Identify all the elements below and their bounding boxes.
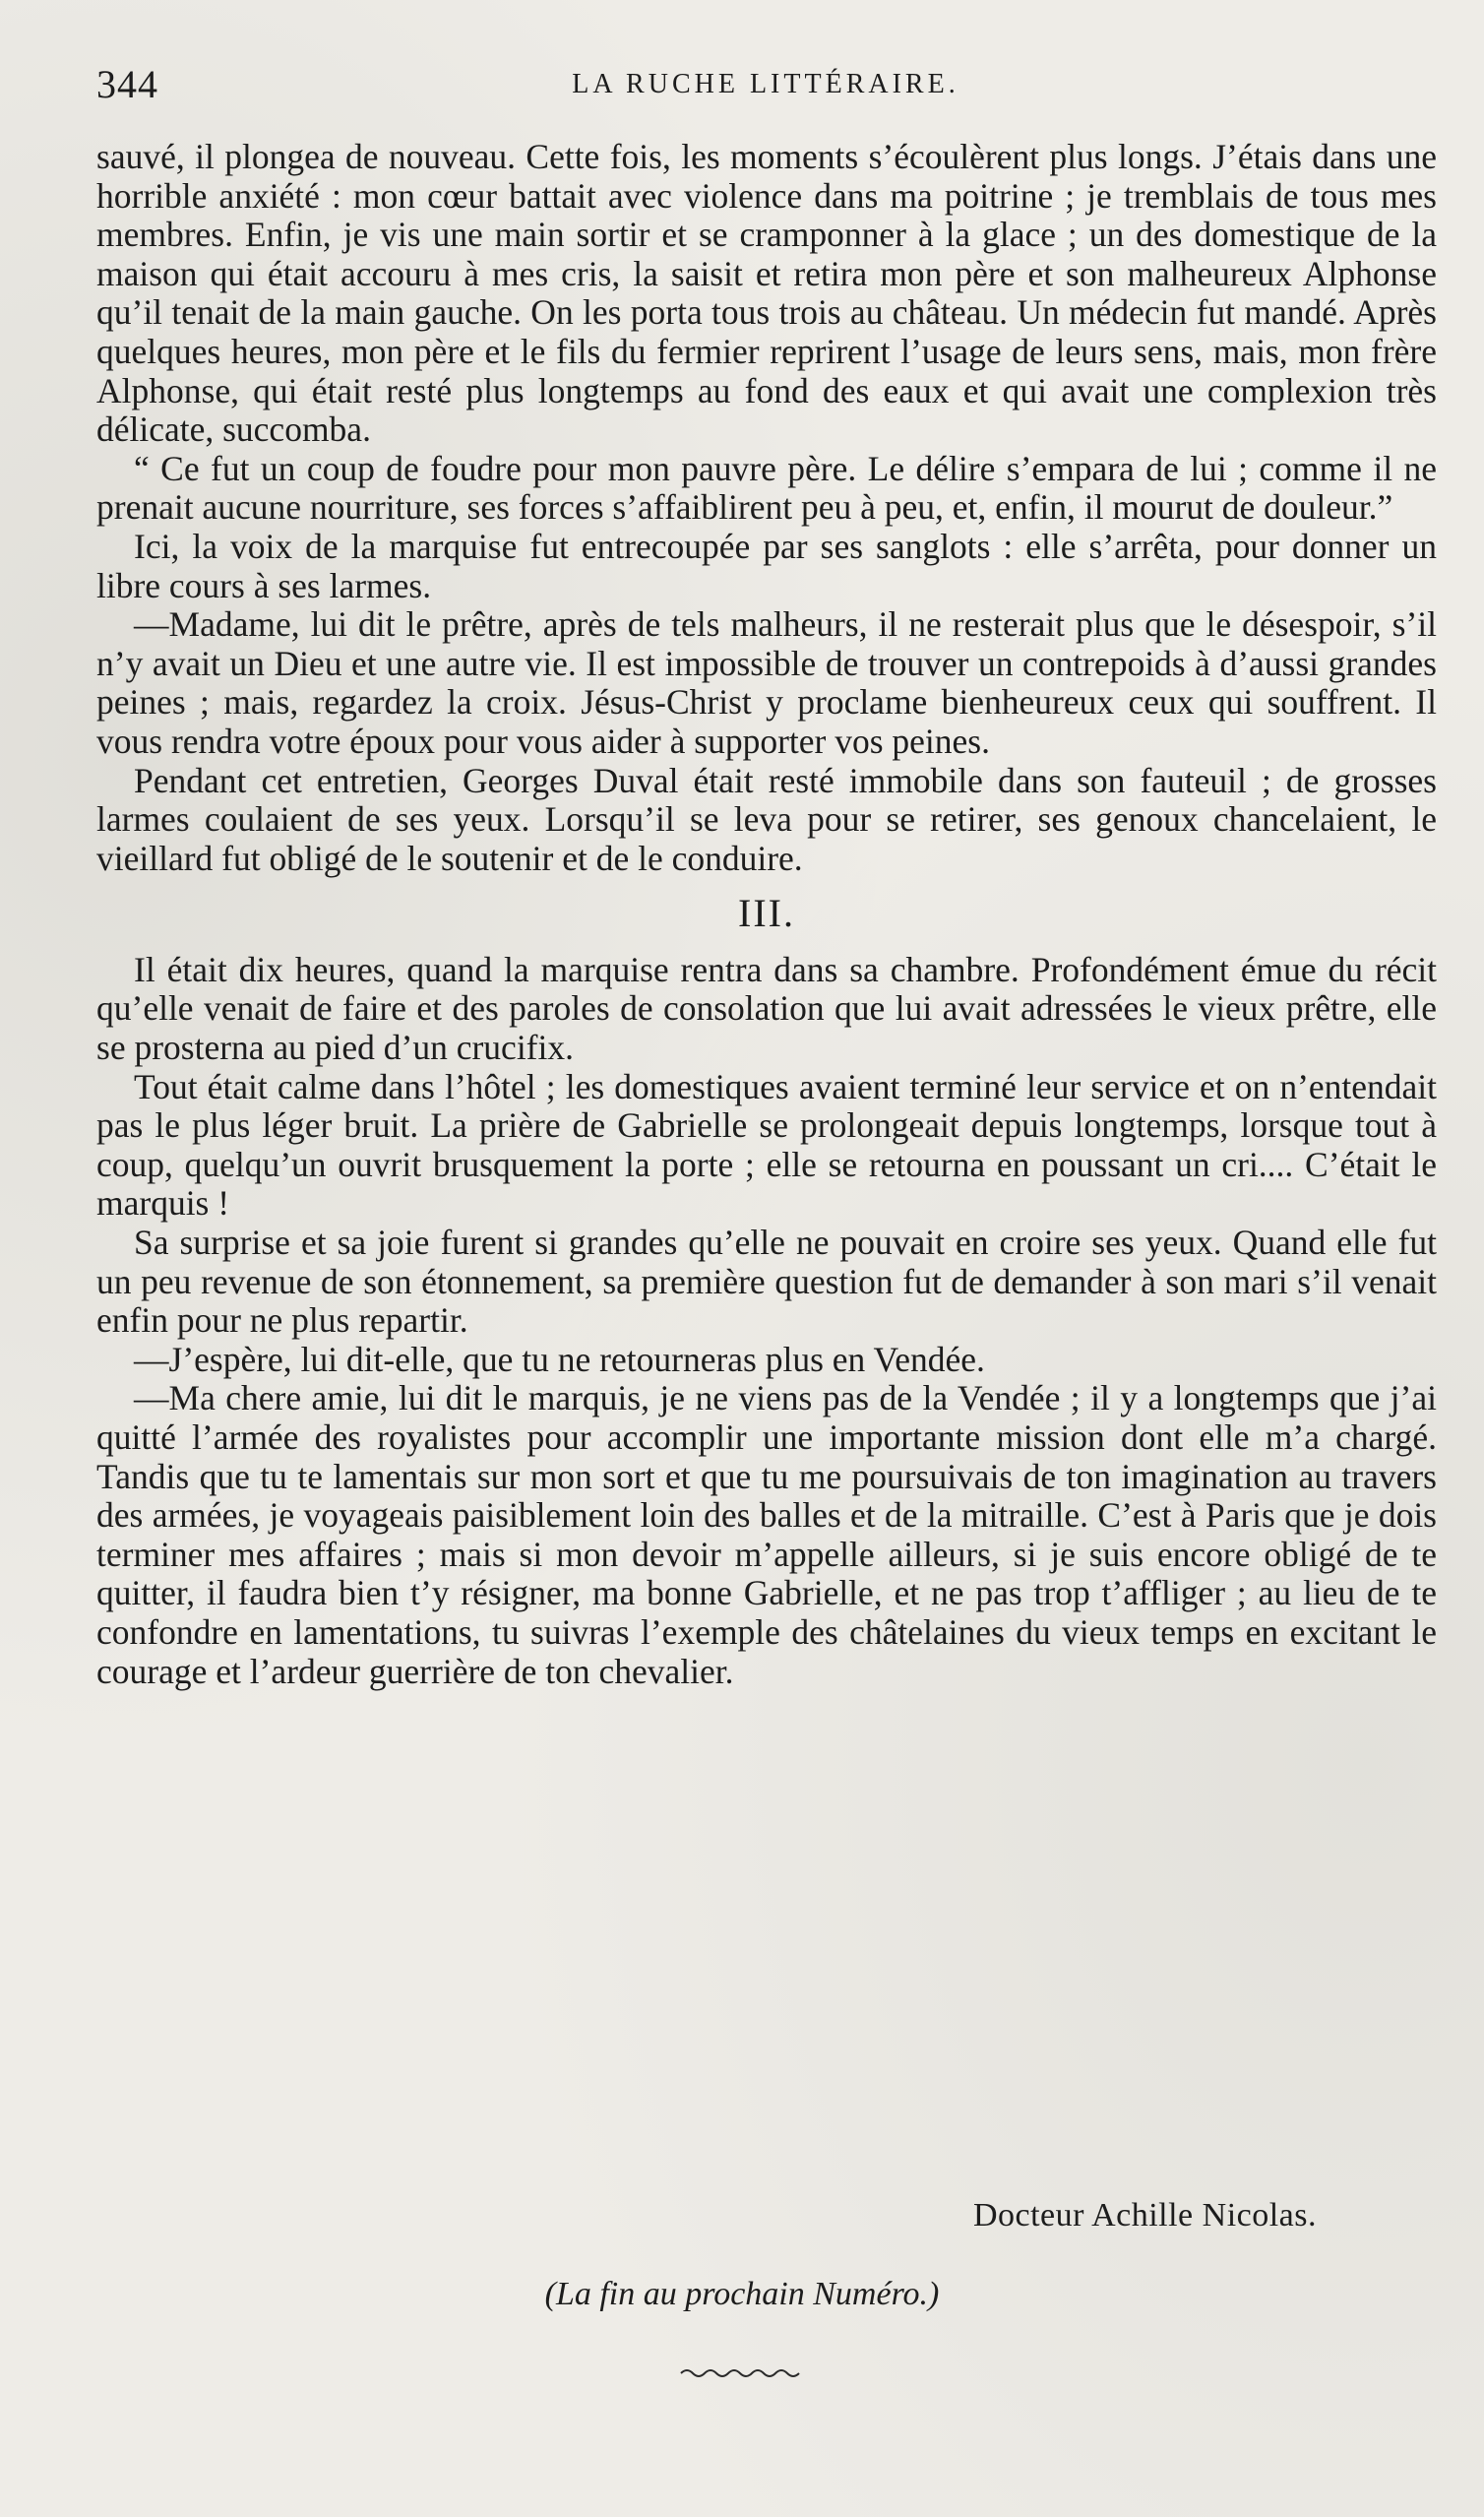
paragraph: Il était dix heures, quand la marquise rentra dans sa chambre. Profondément émue du récit qu’elle venait de faire et des paroles de consolation que lui avait adressées le vieux prêtre, elle se prosterna au pied d’un crucifix. bbox=[96, 949, 1437, 1068]
paragraph: —Madame, lui dit le prêtre, après de tels malheurs, il ne resterait plus que le désespoir, s’il n’y avait un Dieu et une autre vie. Il est impossible de trouver un contrepoids à d’aussi grandes peines ; mais, regardez la croix. Jésus-Christ y proclame bienheureux ceux qui souffrent. Il vous rendra votre époux pour vous aider à supporter vos peines. bbox=[96, 604, 1437, 761]
paragraph: sauvé, il plongea de nouveau. Cette fois, les moments s’écoulèrent plus longs. J’étais dans une horrible anxiété : mon cœur battait avec violence dans ma poitrine ; je tremblais de tous mes membres. Enfin, je vis une main sortir et se cramponner à la glace ; un des domestique de la maison qui était accouru à mes cris, la saisit et retira mon père et son malheureux Alphonse qu’il tenait de la main gauche. On les porta tous trois au château. Un médecin fut mandé. Après quelques heures, mon père et le fils du fermier reprirent l’usage de leurs sens, mais, mon frère Alphonse, qui était resté plus longtemps au fond des eaux et qui avait une complexion très délicate, succomba. bbox=[96, 137, 1437, 450]
paragraph: —Ma chere amie, lui dit le marquis, je ne viens pas de la Vendée ; il y a longtemps que j’ai quitté l’armée des royalistes pour accomplir une importante mission dont elle m’a chargé. Tandis que tu te lamentais sur mon sort et que tu me poursuivais de ton imagination au travers des armées, je voyageais paisiblement loin des balles et de la mitraille. C’est à Paris que je dois terminer mes affaires ; mais si mon devoir m’appelle ailleurs, si je suis encore obligé de te quitter, il faudra bien t’y résigner, ma bonne Gabrielle, et ne pas trop t’affliger ; au lieu de te confondre en lamentations, tu suivras l’exemple des châtelaines du vieux temps en excitant le courage et l’ardeur guerrière de ton chevalier. bbox=[96, 1378, 1437, 1691]
wavy-rule-ornament-icon bbox=[679, 2364, 807, 2383]
wavy-rule-ornament-icon bbox=[679, 2364, 807, 2378]
running-title: LA RUCHE LITTÉRAIRE. bbox=[572, 69, 959, 99]
page-number: 344 bbox=[96, 62, 158, 106]
paragraph: “ Ce fut un coup de foudre pour mon pauvre père. Le délire s’empara de lui ; comme il ne prenait aucune nourriture, ses forces s’affaiblirent peu à peu, et, enfin, il mourut de douleur.” bbox=[96, 448, 1437, 528]
author-signature: Docteur Achille Nicolas. bbox=[972, 2197, 1317, 2234]
paragraph: —J’espère, lui dit-elle, que tu ne retourneras plus en Vendée. bbox=[134, 1339, 985, 1379]
section-heading: III. bbox=[738, 891, 795, 936]
page-header bbox=[96, 61, 1435, 110]
paragraph: Sa surprise et sa joie furent si grandes qu’elle ne pouvait en croire ses yeux. Quand elle fut un peu revenue de son étonnement, sa première question fut de demander à son mari s’il venait enfin pour ne plus repartir. bbox=[96, 1223, 1437, 1341]
continuation-note: (La fin au prochain Numéro.) bbox=[544, 2276, 940, 2312]
paragraph: Pendant cet entretien, Georges Duval était resté immobile dans son fauteuil ; de grosses larmes coulaient de ses yeux. Lorsqu’il se leva pour se retirer, ses genoux chancelaient, le vieillard fut obligé de le soutenir et de le conduire. bbox=[96, 760, 1437, 878]
paragraph: Tout était calme dans l’hôtel ; les domestiques avaient terminé leur service et on n’entendait pas le plus léger bruit. La prière de Gabrielle se prolongeait depuis longtemps, lorsque tout à coup, quelqu’un ouvrit brusquement la porte ; elle se retourna en poussant un cri.... C’était le marquis ! bbox=[96, 1066, 1437, 1224]
body-text bbox=[96, 138, 1437, 1691]
paragraph: Ici, la voix de la marquise fut entrecoupée par ses sanglots : elle s’arrêta, pour donner un libre cours à ses larmes. bbox=[96, 526, 1437, 605]
